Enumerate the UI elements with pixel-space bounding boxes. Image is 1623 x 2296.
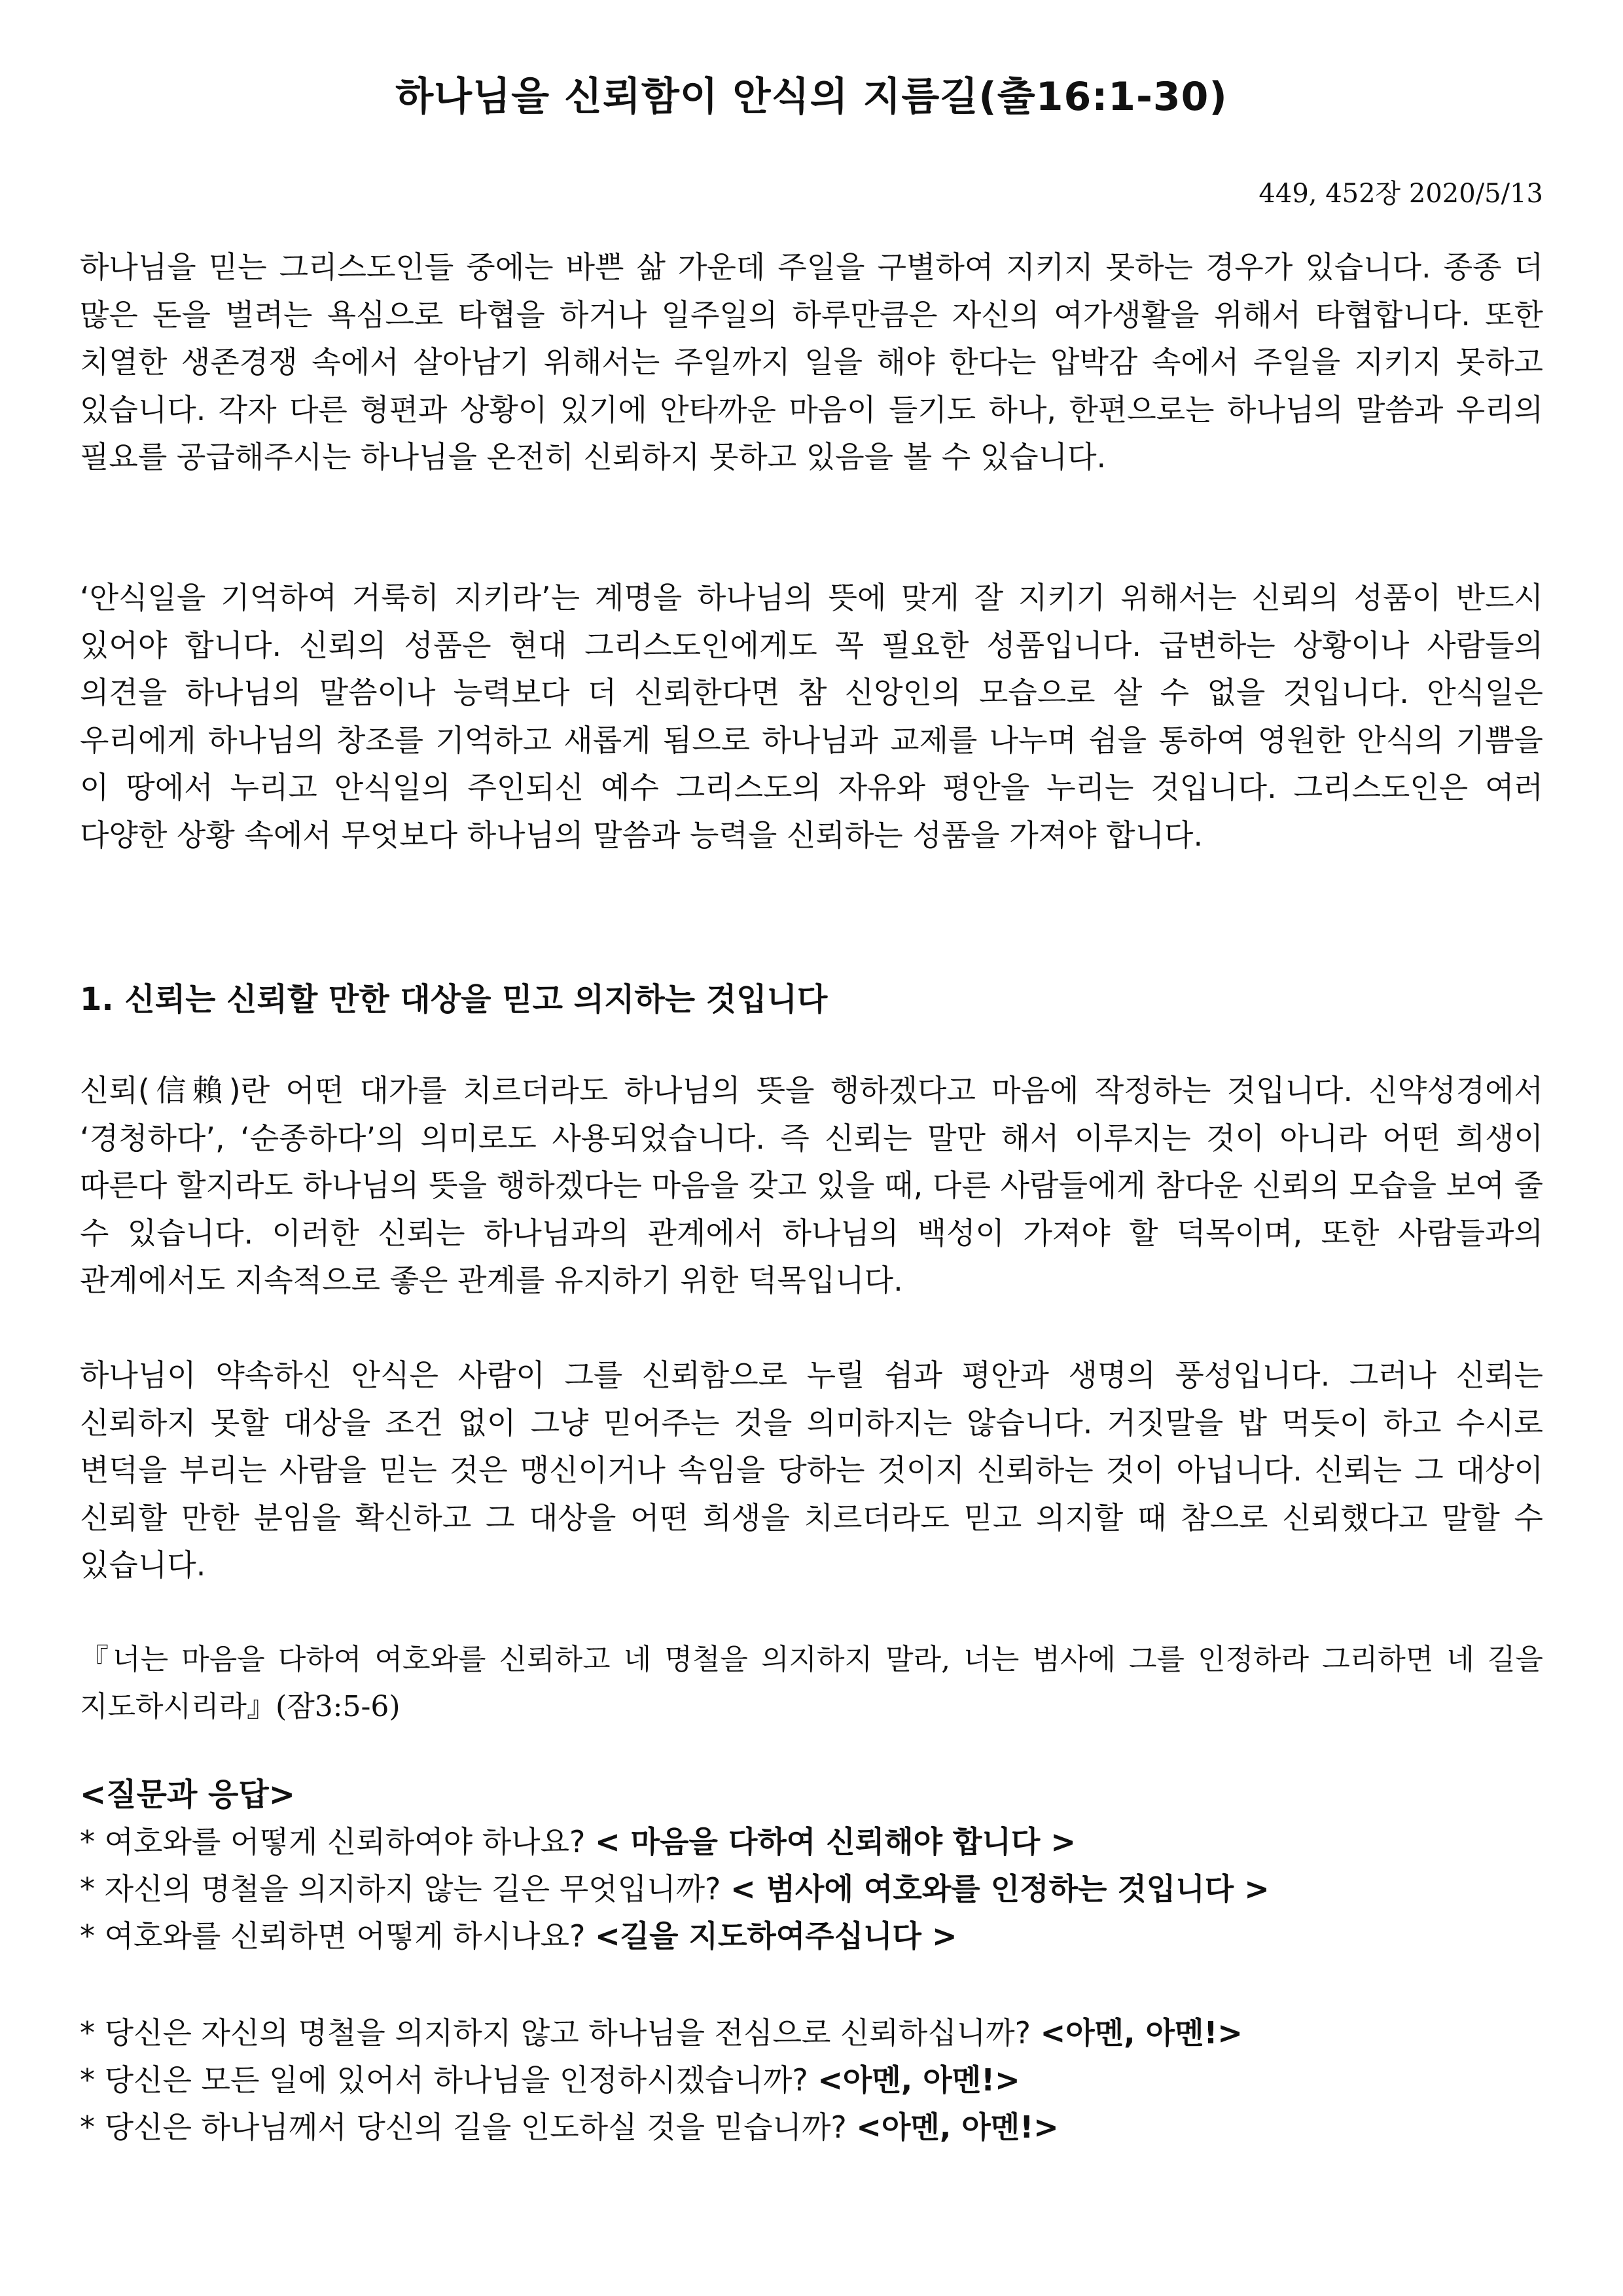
answer-text: <길을 지도하여주십니다 > (595, 1918, 957, 1954)
hymn-date-line: 449, 452장 2020/5/13 (1258, 179, 1543, 209)
qa-item (80, 1818, 1543, 1865)
qa-item (80, 1865, 1543, 1912)
response-answer: <아멘, 아멘!> (856, 2109, 1059, 2145)
section-paragraph-2: 하나님이 약속하신 안식은 사람이 그를 신뢰함으로 누릴 쉼과 평안과 생명의 풍성입니다. 그러나 신뢰는 신뢰하지 못할 대상을 조건 없이 그냥 믿어주는 것을 의미하지는 않습니다. 거짓말을 밥 먹듯이 하고 수시로 변덕을 부리는 사람을 믿는 것은 맹신이거나 속임을 당하는 것이지 신뢰하는 것이 아닙니다. 신뢰는 그 대상이 신뢰할 만한 분임을 확신하고 그 대상을 어떤 희생을 치르더라도 믿고 의지할 때 참으로 신뢰했다고 말할 수 있습니다. (80, 1357, 1543, 1583)
response-answer: <아멘, 아멘!> (1040, 2015, 1243, 2051)
response-item (80, 2104, 1543, 2151)
question-text: * 여호와를 어떻게 신뢰하여야 하나요? (80, 1824, 596, 1859)
qa-item (80, 1912, 1543, 1960)
section-paragraph-1: 신뢰(信賴)란 어떤 대가를 치르더라도 하나님의 뜻을 행하겠다고 마음에 작정하는 것입니다. 신약성경에서 ‘경청하다’, ‘순종하다’의 의미로도 사용되었습니다. 즉 신뢰는 말만 해서 이루지는 것이 아니라 어떤 희생이 따른다 할지라도 하나님의 뜻을 행하겠다는 마음을 갖고 있을 때, 다른 사람들에게 참다운 신뢰의 모습을 보여 줄 수 있습니다. 이러한 신뢰는 하나님과의 관계에서 하나님의 백성이 가져야 할 덕목이며, 또한 사람들과의 관계에서도 지속적으로 좋은 관계를 유지하기 위한 덕목입니다. (80, 1073, 1543, 1298)
section-heading: 1. 신뢰는 신뢰할 만한 대상을 믿고 의지하는 것입니다 (80, 981, 828, 1018)
answer-text: < 마음을 다하여 신뢰해야 합니다 > (595, 1824, 1076, 1859)
response-question: * 당신은 자신의 명철을 의지하지 않고 하나님을 전심으로 신뢰하십니까? (80, 2015, 1041, 2051)
response-question: * 당신은 하나님께서 당신의 길을 인도하실 것을 믿습니까? (80, 2109, 857, 2145)
scripture-quote: 『너는 마음을 다하여 여호와를 신뢰하고 네 명철을 의지하지 말라, 너는 범사에 그를 인정하라 그리하면 네 길을 지도하시리라』(잠3:5-6) (80, 1643, 1543, 1723)
document-title: 하나님을 신뢰함이 안식의 지름길(출16:1-30) (395, 74, 1228, 120)
response-question: * 당신은 모든 일에 있어서 하나님을 인정하시겠습니까? (80, 2062, 818, 2098)
answer-text: < 범사에 여호와를 인정하는 것입니다 > (730, 1871, 1270, 1907)
response-item (80, 2009, 1543, 2056)
response-item (80, 2056, 1543, 2104)
intro-paragraph-1: 하나님을 믿는 그리스도인들 중에는 바쁜 삶 가운데 주일을 구별하여 지키지 못하는 경우가 있습니다. 종종 더 많은 돈을 벌려는 욕심으로 타협을 하거나 일주일의 하루만큼은 자신의 여가생활을 위해서 타협합니다. 또한 치열한 생존경쟁 속에서 살아남기 위해서는 주일까지 일을 해야 한다는 압박감 속에서 주일을 지키지 못하고 있습니다. 각자 다른 형편과 상황이 있기에 안타까운 마음이 들기도 하나, 한편으로는 하나님의 말씀과 우리의 필요를 공급해주시는 하나님을 온전히 신뢰하지 못하고 있음을 볼 수 있습니다. (80, 249, 1543, 475)
response-answer: <아멘, 아멘!> (817, 2062, 1020, 2098)
qa-heading: <질문과 응답> (80, 1776, 295, 1813)
intro-paragraph-2: ‘안식일을 기억하여 거룩히 지키라’는 계명을 하나님의 뜻에 맞게 잘 지키기 위해서는 신뢰의 성품이 반드시 있어야 합니다. 신뢰의 성품은 현대 그리스도인에게도 꼭 필요한 성품입니다. 급변하는 상황이나 사람들의 의견을 하나님의 말씀이나 능력보다 더 신뢰한다면 참 신앙인의 모습으로 살 수 없을 것입니다. 안식일은 우리에게 하나님의 창조를 기억하고 새롭게 됨으로 하나님과 교제를 나누며 쉼을 통하여 영원한 안식의 기쁨을 이 땅에서 누리고 안식일의 주인되신 예수 그리스도의 자유와 평안을 누리는 것입니다. 그리스도인은 여러 다양한 상황 속에서 무엇보다 하나님의 말씀과 능력을 신뢰하는 성품을 가져야 합니다. (80, 580, 1543, 853)
question-text: * 여호와를 신뢰하면 어떻게 하시나요? (80, 1918, 596, 1954)
qa-section (80, 1771, 1543, 2151)
qa-spacer (80, 1960, 1543, 2009)
question-text: * 자신의 명철을 의지하지 않는 길은 무엇입니까? (80, 1871, 731, 1907)
